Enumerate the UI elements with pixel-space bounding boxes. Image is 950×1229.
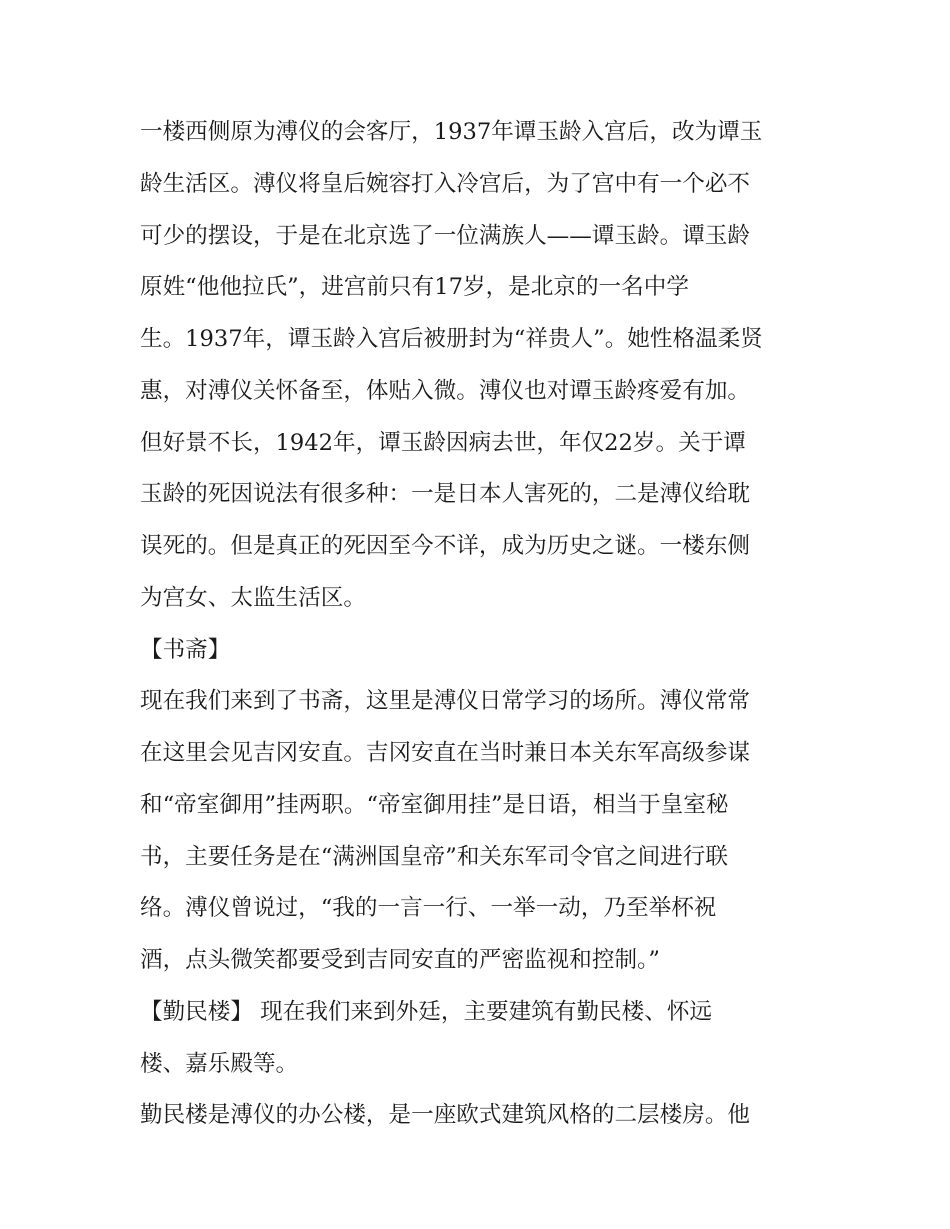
text-line: 原姓“他他拉氏”，进宫前只有17岁，是北京的一名中学 [140,274,689,301]
text-line: 可少的摆设，于是在北京选了一位满族人——谭玉龄。谭玉龄 [140,222,751,249]
text-line: 但好景不长，1942年，谭玉龄因病去世，年仅22岁。关于谭 [140,429,746,456]
text-line: 在这里会见吉冈安直。吉冈安直在当时兼日本关东军高级参谋 [140,740,751,766]
body-text [140,107,830,1142]
text-line: 书，主要任务是在“满洲国皇帝”和关东军司令官之间进行联 [140,843,728,870]
text-line: 龄生活区。溥仪将皇后婉容打入冷宫后，为了宫中有一个必不 [140,170,751,197]
text-line: 生。1937年，谭玉龄入宫后被册封为“祥贵人”。她性格温柔贤 [140,326,763,352]
text-line: 酒，点头微笑都要受到吉同安直的严密监视和控制。” [140,947,660,973]
text-line: 玉龄的死因说法有很多种：一是日本人害死的，二是溥仪给耽 [140,481,751,508]
text-line: 一楼西侧原为溥仪的会客厅，1937年谭玉龄入宫后，改为谭玉 [140,119,763,145]
text-line: 惠，对溥仪关怀备至，体贴入微。溥仪也对谭玉龄疼爱有加。 [140,377,751,404]
text-line: 现在我们来到了书斋，这里是溥仪日常学习的场所。溥仪常常 [140,688,751,715]
text-line: 络。溥仪曾说过，“我的一言一行、一举一动，乃至举杯祝 [140,895,717,922]
text-line: 误死的。但是真正的死因至今不详，成为历史之谜。一楼东侧 [140,533,751,559]
section-heading-qinmin: 【勤民楼】 现在我们来到外廷，主要建筑有勤民楼、怀远 [140,998,713,1025]
text-line: 勤民楼是溥仪的办公楼，是一座欧式建筑风格的二层楼房。他 [140,1102,751,1129]
text-line: 为宫女、太监生活区。 [140,584,366,611]
section-heading-study: 【书斋】 [140,636,231,663]
text-line: 和“帝室御用”挂两职。“帝室御用挂”是日语，相当于皇室秘 [140,791,729,818]
text-line: 楼、嘉乐殿等。 [140,1050,299,1077]
